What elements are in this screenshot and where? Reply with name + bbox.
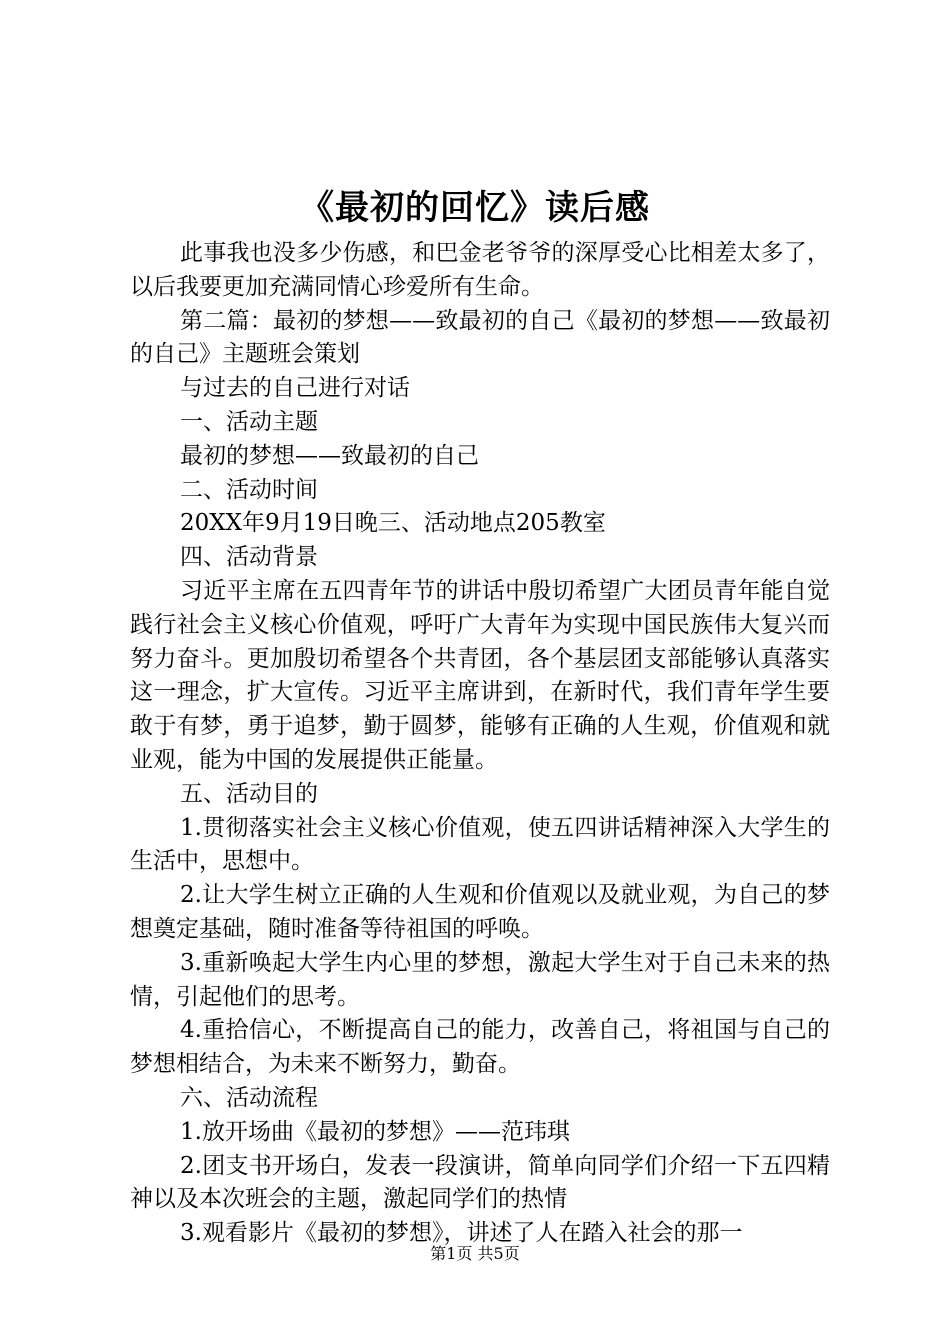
section-heading: 二、活动时间: [180, 476, 318, 503]
document-title: 《最初的回忆》读后感: [300, 188, 650, 228]
section-heading: 五、活动目的: [180, 780, 318, 807]
paragraph: 第二篇：最初的梦想——致最初的自己《最初的梦想——致最初的自己》主题班会策划: [130, 307, 830, 368]
document-body: [130, 237, 830, 1251]
paragraph: 与过去的自己进行对话: [180, 375, 410, 402]
paragraph: 20XX年9月19日晚三、活动地点205教室: [180, 510, 606, 537]
page-footer: 第1页 共5页: [430, 1244, 520, 1263]
list-item: 1.贯彻落实社会主义核心价值观，使五四讲话精神深入大学生的生活中，思想中。: [130, 814, 830, 875]
section-heading: 四、活动背景: [180, 544, 318, 571]
list-item: 2.团支书开场白，发表一段演讲，简单向同学们介绍一下五四精神以及本次班会的主题，激起同学们的热情: [130, 1152, 830, 1213]
paragraph: 最初的梦想——致最初的自己: [180, 442, 479, 469]
section-heading: 一、活动主题: [180, 408, 318, 435]
list-item: 3.观看影片《最初的梦想》，讲述了人在踏入社会的那一: [180, 1220, 743, 1247]
list-item: 3.重新唤起大学生内心里的梦想，激起大学生对于自己未来的热情，引起他们的思考。: [130, 949, 830, 1010]
list-item: 4.重拾信心，不断提高自己的能力，改善自己，将祖国与自己的梦想相结合，为未来不断努力，勤奋。: [130, 1017, 830, 1078]
list-item: 1.放开场曲《最初的梦想》——范玮琪: [180, 1118, 570, 1145]
section-heading: 六、活动流程: [180, 1084, 318, 1111]
list-item: 2.让大学生树立正确的人生观和价值观以及就业观，为自己的梦想奠定基础，随时准备等待祖国的呼唤。: [130, 882, 830, 942]
paragraph: 此事我也没多少伤感，和巴金老爷爷的深厚受心比相差太多了，以后我要更加充满同情心珍爱所有生命。: [130, 240, 830, 300]
paragraph: 习近平主席在五四青年节的讲话中殷切希望广大团员青年能自觉践行社会主义核心价值观，呼吁广大青年为实现中国民族伟大复兴而努力奋斗。更加殷切希望各个共青团，各个基层团支部能够认真落实这一理念，扩大宣传。习近平主席讲到，在新时代，我们青年学生要敢于有梦，勇于追梦，勤于圆梦，能够有正确的人生观，价值观和就业观，能为中国的发展提供正能量。: [130, 577, 830, 773]
